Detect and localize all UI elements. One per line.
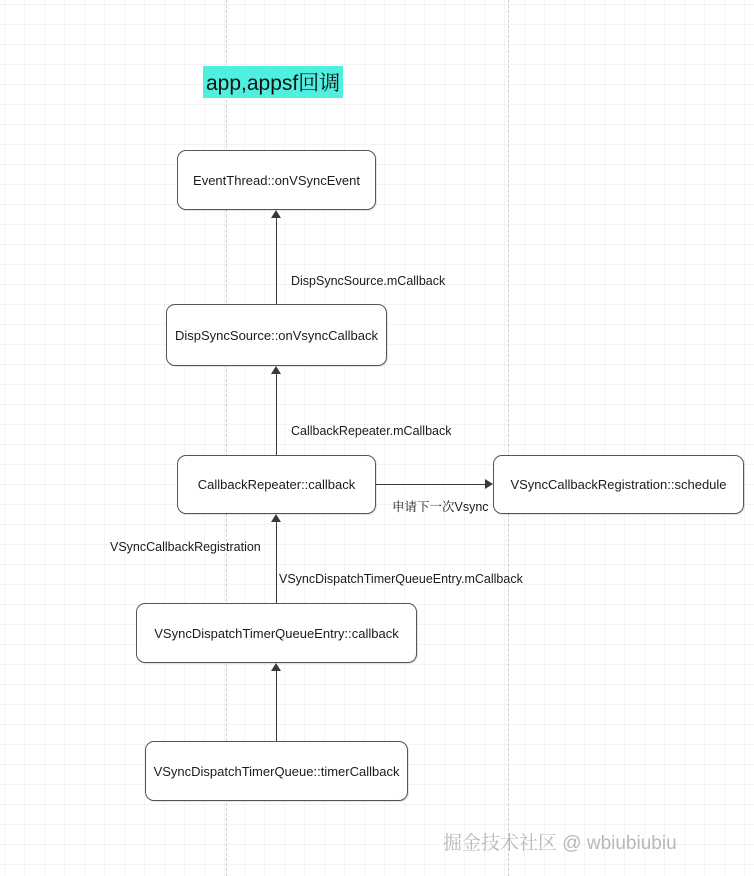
node-timer-queue-entry[interactable]: VSyncDispatchTimerQueueEntry::callback xyxy=(136,603,417,663)
node-dispsyncsource[interactable]: DispSyncSource::onVsyncCallback xyxy=(166,304,387,366)
node-event-thread[interactable]: EventThread::onVSyncEvent xyxy=(177,150,376,210)
edge-label-timerqueueentry-mcallback: VSyncDispatchTimerQueueEntry.mCallback xyxy=(279,572,523,586)
vertical-guide-right xyxy=(508,0,509,876)
arrowhead-callbackrepeater-to-schedule xyxy=(485,479,493,489)
node-callback-repeater[interactable]: CallbackRepeater::callback xyxy=(177,455,376,514)
arrowhead-callbackrepeater-to-dispsyncsource xyxy=(271,366,281,374)
arrow-dispsyncsource-to-eventthread xyxy=(276,218,277,304)
arrow-callbackrepeater-to-schedule xyxy=(376,484,485,485)
arrowhead-dispsyncsource-to-eventthread xyxy=(271,210,281,218)
arrow-timerqueue-to-timerqueueentry xyxy=(276,671,277,741)
arrow-callbackrepeater-to-dispsyncsource xyxy=(276,374,277,455)
arrow-timerqueueentry-to-callbackrepeater xyxy=(276,522,277,603)
arrowhead-timerqueueentry-to-callbackrepeater xyxy=(271,514,281,522)
node-vsync-callback-registration-schedule[interactable]: VSyncCallbackRegistration::schedule xyxy=(493,455,744,514)
diagram-title: app,appsf回调 xyxy=(203,66,343,98)
watermark: 掘金技术社区 @ wbiubiubiu xyxy=(443,833,677,854)
edge-label-request-next-vsync: 申请下一次Vsync xyxy=(392,500,489,514)
arrowhead-timerqueue-to-timerqueueentry xyxy=(271,663,281,671)
node-timer-queue[interactable]: VSyncDispatchTimerQueue::timerCallback xyxy=(145,741,408,801)
edge-label-dispsyncsource-mcallback: DispSyncSource.mCallback xyxy=(291,274,446,288)
edge-label-vsync-callback-registration: VSyncCallbackRegistration xyxy=(110,540,261,554)
edge-label-callbackrepeater-mcallback: CallbackRepeater.mCallback xyxy=(291,424,452,438)
